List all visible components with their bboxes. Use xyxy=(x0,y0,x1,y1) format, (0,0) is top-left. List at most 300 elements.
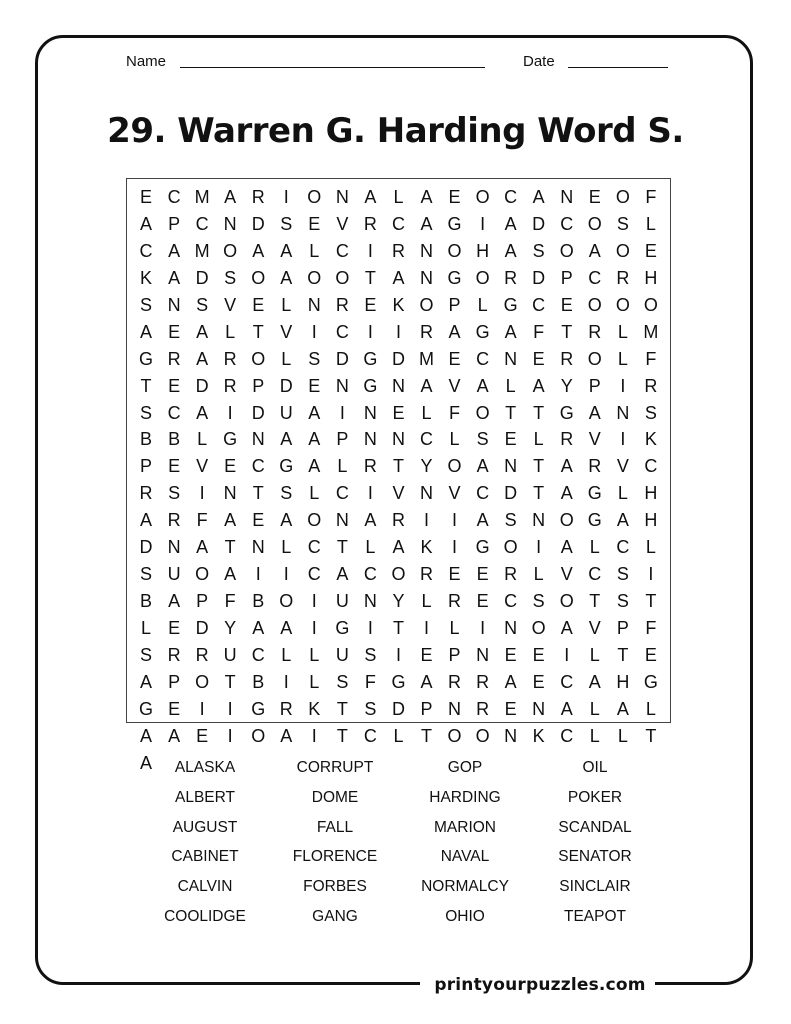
grid-letter[interactable]: A xyxy=(616,510,629,531)
grid-letter[interactable]: A xyxy=(504,671,517,692)
grid-letter[interactable]: I xyxy=(311,725,317,746)
grid-letter[interactable]: S xyxy=(532,591,545,612)
grid-letter[interactable]: O xyxy=(475,402,490,423)
grid-letter[interactable]: L xyxy=(533,564,544,585)
grid-letter[interactable]: I xyxy=(367,321,373,342)
grid-letter[interactable]: R xyxy=(504,267,518,288)
grid-letter[interactable]: O xyxy=(223,240,238,261)
grid-letter[interactable]: E xyxy=(168,456,181,477)
grid-letter[interactable]: G xyxy=(363,375,378,396)
grid-letter[interactable]: Y xyxy=(420,456,433,477)
grid-letter[interactable]: Y xyxy=(224,618,237,638)
grid-letter[interactable]: R xyxy=(167,644,181,665)
grid-letter[interactable]: K xyxy=(420,537,433,558)
grid-letter[interactable]: A xyxy=(140,321,153,342)
grid-letter[interactable]: A xyxy=(196,402,209,423)
grid-letter[interactable]: L xyxy=(365,537,376,558)
name-field-line[interactable] xyxy=(180,67,485,68)
grid-letter[interactable]: T xyxy=(224,671,236,692)
grid-letter[interactable]: A xyxy=(616,698,629,719)
grid-letter[interactable]: V xyxy=(448,375,461,396)
grid-letter[interactable]: A xyxy=(420,671,433,692)
grid-letter[interactable]: A xyxy=(392,267,405,288)
grid-letter[interactable]: T xyxy=(252,483,264,504)
grid-letter[interactable]: R xyxy=(223,348,237,369)
grid-letter[interactable]: N xyxy=(391,429,405,450)
grid-letter[interactable]: L xyxy=(309,240,320,261)
grid-letter[interactable]: A xyxy=(168,240,181,261)
grid-letter[interactable]: C xyxy=(504,187,518,207)
grid-letter[interactable]: R xyxy=(419,564,433,585)
grid-letter[interactable]: A xyxy=(308,429,321,450)
grid-letter[interactable]: E xyxy=(476,564,489,585)
grid-letter[interactable]: K xyxy=(644,429,657,450)
grid-letter[interactable]: T xyxy=(617,644,629,665)
grid-letter[interactable]: C xyxy=(335,240,349,261)
grid-letter[interactable]: A xyxy=(280,240,293,261)
grid-letter[interactable]: K xyxy=(308,698,321,719)
grid-letter[interactable]: O xyxy=(279,591,294,612)
grid-letter[interactable]: C xyxy=(167,402,181,423)
grid-letter[interactable]: R xyxy=(448,671,462,692)
grid-letter[interactable]: I xyxy=(564,644,570,665)
grid-letter[interactable]: C xyxy=(560,213,574,234)
grid-letter[interactable]: A xyxy=(280,510,293,531)
grid-letter[interactable]: O xyxy=(251,267,266,288)
grid-letter[interactable]: A xyxy=(392,537,405,558)
grid-letter[interactable]: R xyxy=(279,698,293,719)
grid-letter[interactable]: G xyxy=(391,671,406,692)
grid-letter[interactable]: O xyxy=(307,267,322,288)
grid-letter[interactable]: I xyxy=(452,537,458,558)
grid-letter[interactable]: E xyxy=(168,698,181,719)
grid-letter[interactable]: I xyxy=(311,591,317,612)
grid-letter[interactable]: A xyxy=(476,510,489,531)
grid-letter[interactable]: R xyxy=(419,321,433,342)
grid-letter[interactable]: O xyxy=(447,456,462,477)
grid-letter[interactable]: H xyxy=(644,267,658,288)
grid-letter[interactable]: A xyxy=(224,510,237,531)
grid-letter[interactable]: T xyxy=(533,402,545,423)
grid-letter[interactable]: E xyxy=(252,510,265,531)
grid-letter[interactable]: A xyxy=(504,213,517,234)
grid-letter[interactable]: N xyxy=(419,267,433,288)
grid-letter[interactable]: S xyxy=(280,213,293,234)
grid-letter[interactable]: A xyxy=(252,240,265,261)
grid-letter[interactable]: L xyxy=(281,644,292,665)
grid-letter[interactable]: V xyxy=(560,564,573,585)
grid-letter[interactable]: I xyxy=(395,644,401,665)
grid-letter[interactable]: L xyxy=(141,618,152,638)
grid-letter[interactable]: C xyxy=(616,537,630,558)
date-field-line[interactable] xyxy=(568,67,668,68)
grid-letter[interactable]: L xyxy=(393,725,404,746)
grid-letter[interactable]: P xyxy=(196,591,209,612)
grid-letter[interactable]: D xyxy=(391,698,405,719)
grid-letter[interactable]: A xyxy=(560,483,573,504)
grid-letter[interactable]: A xyxy=(448,321,461,342)
grid-letter[interactable]: E xyxy=(504,698,517,719)
grid-letter[interactable]: A xyxy=(280,618,293,638)
grid-letter[interactable]: I xyxy=(199,698,205,719)
grid-letter[interactable]: L xyxy=(281,537,292,558)
grid-letter[interactable]: B xyxy=(140,591,153,612)
grid-letter[interactable]: N xyxy=(448,698,462,719)
grid-letter[interactable]: P xyxy=(560,267,573,288)
grid-letter[interactable]: G xyxy=(503,294,518,315)
grid-letter[interactable]: E xyxy=(196,725,209,746)
grid-letter[interactable]: O xyxy=(195,671,210,692)
grid-letter[interactable]: R xyxy=(195,644,209,665)
grid-letter[interactable]: L xyxy=(225,321,236,342)
grid-letter[interactable]: D xyxy=(532,213,546,234)
grid-letter[interactable]: R xyxy=(251,187,265,207)
grid-letter[interactable]: U xyxy=(223,644,237,665)
grid-letter[interactable]: H xyxy=(476,240,490,261)
grid-letter[interactable]: U xyxy=(335,644,349,665)
grid-letter[interactable]: K xyxy=(140,267,153,288)
grid-letter[interactable]: S xyxy=(616,591,629,612)
grid-letter[interactable]: O xyxy=(475,267,490,288)
grid-letter[interactable]: B xyxy=(252,671,265,692)
grid-letter[interactable]: N xyxy=(251,429,265,450)
grid-letter[interactable]: C xyxy=(195,213,209,234)
grid-letter[interactable]: D xyxy=(195,618,209,638)
grid-letter[interactable]: L xyxy=(309,483,320,504)
grid-letter[interactable]: I xyxy=(227,698,233,719)
grid-letter[interactable]: T xyxy=(533,456,545,477)
grid-letter[interactable]: O xyxy=(335,267,350,288)
grid-letter[interactable]: L xyxy=(645,698,656,719)
grid-letter[interactable]: T xyxy=(336,698,348,719)
grid-letter[interactable]: U xyxy=(335,591,349,612)
grid-letter[interactable]: R xyxy=(391,510,405,531)
grid-letter[interactable]: P xyxy=(140,456,153,477)
grid-letter[interactable]: P xyxy=(588,375,601,396)
grid-letter[interactable]: C xyxy=(391,213,405,234)
grid-letter[interactable]: S xyxy=(336,671,349,692)
grid-letter[interactable]: E xyxy=(448,348,461,369)
grid-letter[interactable]: B xyxy=(140,429,153,450)
grid-letter[interactable]: O xyxy=(643,294,658,315)
grid-letter[interactable]: I xyxy=(452,510,458,531)
grid-letter[interactable]: A xyxy=(560,698,573,719)
grid-letter[interactable]: I xyxy=(311,321,317,342)
grid-letter[interactable]: O xyxy=(251,348,266,369)
grid-letter[interactable]: C xyxy=(307,564,321,585)
grid-letter[interactable]: S xyxy=(140,644,153,665)
grid-letter[interactable]: T xyxy=(505,402,517,423)
grid-letter[interactable]: A xyxy=(588,671,601,692)
grid-letter[interactable]: L xyxy=(589,644,600,665)
grid-letter[interactable]: O xyxy=(615,187,630,207)
grid-letter[interactable]: I xyxy=(480,618,486,638)
grid-letter[interactable]: G xyxy=(447,267,462,288)
grid-letter[interactable]: L xyxy=(589,698,600,719)
grid-letter[interactable]: P xyxy=(168,671,181,692)
grid-letter[interactable]: D xyxy=(195,267,209,288)
grid-letter[interactable]: D xyxy=(139,537,153,558)
grid-letter[interactable]: F xyxy=(645,348,657,369)
grid-letter[interactable]: I xyxy=(536,537,542,558)
grid-letter[interactable]: C xyxy=(532,294,546,315)
grid-letter[interactable]: N xyxy=(419,483,433,504)
grid-letter[interactable]: T xyxy=(364,267,376,288)
grid-letter[interactable]: L xyxy=(421,591,432,612)
grid-letter[interactable]: E xyxy=(532,644,545,665)
grid-letter[interactable]: I xyxy=(367,240,373,261)
grid-letter[interactable]: A xyxy=(308,402,321,423)
grid-letter[interactable]: N xyxy=(532,510,546,531)
grid-letter[interactable]: C xyxy=(307,537,321,558)
grid-letter[interactable]: E xyxy=(168,618,181,638)
grid-letter[interactable]: E xyxy=(392,402,405,423)
grid-letter[interactable]: A xyxy=(336,564,349,585)
grid-letter[interactable]: L xyxy=(645,213,656,234)
grid-letter[interactable]: N xyxy=(363,402,377,423)
grid-letter[interactable]: C xyxy=(419,429,433,450)
grid-letter[interactable]: E xyxy=(588,187,601,207)
grid-letter[interactable]: O xyxy=(559,240,574,261)
grid-letter[interactable]: R xyxy=(588,321,602,342)
grid-letter[interactable]: A xyxy=(560,537,573,558)
grid-letter[interactable]: L xyxy=(281,348,292,369)
grid-letter[interactable]: A xyxy=(532,375,545,396)
grid-letter[interactable]: A xyxy=(420,213,433,234)
grid-letter[interactable]: I xyxy=(255,564,261,585)
grid-letter[interactable]: L xyxy=(645,537,656,558)
grid-letter[interactable]: I xyxy=(395,321,401,342)
grid-letter[interactable]: I xyxy=(199,483,205,504)
grid-letter[interactable]: N xyxy=(363,591,377,612)
grid-letter[interactable]: N xyxy=(616,402,630,423)
grid-letter[interactable]: S xyxy=(616,213,629,234)
grid-letter[interactable]: R xyxy=(363,456,377,477)
grid-letter[interactable]: C xyxy=(251,456,265,477)
grid-letter[interactable]: E xyxy=(532,671,545,692)
grid-letter[interactable]: E xyxy=(364,294,377,315)
grid-letter[interactable]: F xyxy=(645,618,657,638)
grid-letter[interactable]: V xyxy=(280,321,293,342)
grid-letter[interactable]: C xyxy=(476,483,490,504)
grid-letter[interactable]: I xyxy=(227,402,233,423)
grid-letter[interactable]: C xyxy=(363,725,377,746)
grid-letter[interactable]: T xyxy=(140,375,152,396)
grid-letter[interactable]: G xyxy=(475,321,490,342)
grid-letter[interactable]: O xyxy=(391,564,406,585)
grid-letter[interactable]: C xyxy=(335,321,349,342)
grid-letter[interactable]: M xyxy=(194,187,210,207)
grid-letter[interactable]: N xyxy=(335,375,349,396)
grid-letter[interactable]: B xyxy=(252,591,265,612)
grid-letter[interactable]: S xyxy=(364,644,377,665)
grid-letter[interactable]: E xyxy=(448,187,461,207)
grid-letter[interactable]: I xyxy=(620,429,626,450)
grid-letter[interactable]: E xyxy=(420,644,433,665)
grid-letter[interactable]: O xyxy=(447,240,462,261)
grid-letter[interactable]: C xyxy=(560,725,574,746)
grid-letter[interactable]: O xyxy=(531,618,546,638)
grid-letter[interactable]: P xyxy=(336,429,349,450)
grid-letter[interactable]: I xyxy=(283,187,289,207)
grid-letter[interactable]: A xyxy=(224,187,237,207)
grid-letter[interactable]: N xyxy=(532,698,546,719)
grid-letter[interactable]: S xyxy=(308,348,321,369)
grid-letter[interactable]: O xyxy=(587,213,602,234)
grid-letter[interactable]: O xyxy=(559,510,574,531)
grid-letter[interactable]: I xyxy=(339,402,345,423)
grid-letter[interactable]: U xyxy=(279,402,293,423)
grid-letter[interactable]: P xyxy=(616,618,629,638)
grid-letter[interactable]: A xyxy=(560,618,573,638)
grid-letter[interactable]: R xyxy=(167,510,181,531)
grid-letter[interactable]: R xyxy=(560,429,574,450)
grid-letter[interactable]: A xyxy=(280,725,293,746)
grid-letter[interactable]: A xyxy=(364,510,377,531)
grid-letter[interactable]: L xyxy=(477,294,488,315)
grid-letter[interactable]: I xyxy=(367,483,373,504)
grid-letter[interactable]: E xyxy=(532,348,545,369)
grid-letter[interactable]: I xyxy=(367,618,373,638)
grid-letter[interactable]: V xyxy=(616,456,629,477)
grid-letter[interactable]: O xyxy=(307,187,322,207)
grid-letter[interactable]: N xyxy=(504,725,518,746)
grid-letter[interactable]: L xyxy=(197,429,208,450)
grid-letter[interactable]: I xyxy=(227,725,233,746)
grid-letter[interactable]: E xyxy=(644,644,657,665)
grid-letter[interactable]: T xyxy=(224,537,236,558)
grid-letter[interactable]: N xyxy=(335,187,349,207)
grid-letter[interactable]: L xyxy=(617,321,628,342)
grid-letter[interactable]: P xyxy=(168,213,181,234)
grid-letter[interactable]: A xyxy=(476,375,489,396)
grid-letter[interactable]: A xyxy=(560,456,573,477)
grid-letter[interactable]: G xyxy=(559,402,574,423)
grid-letter[interactable]: A xyxy=(476,456,489,477)
grid-letter[interactable]: A xyxy=(140,671,153,692)
grid-letter[interactable]: H xyxy=(644,483,658,504)
grid-letter[interactable]: G xyxy=(643,671,658,692)
grid-letter[interactable]: T xyxy=(392,618,404,638)
grid-letter[interactable]: E xyxy=(448,564,461,585)
grid-letter[interactable]: C xyxy=(251,644,265,665)
grid-letter[interactable]: G xyxy=(447,213,462,234)
grid-letter[interactable]: S xyxy=(140,294,153,315)
grid-letter[interactable]: G xyxy=(475,537,490,558)
grid-letter[interactable]: V xyxy=(588,618,601,638)
grid-letter[interactable]: N xyxy=(504,456,518,477)
grid-letter[interactable]: D xyxy=(391,348,405,369)
grid-letter[interactable]: N xyxy=(504,618,518,638)
grid-letter[interactable]: C xyxy=(335,483,349,504)
grid-letter[interactable]: U xyxy=(167,564,181,585)
grid-letter[interactable]: R xyxy=(167,348,181,369)
grid-letter[interactable]: A xyxy=(196,321,209,342)
grid-letter[interactable]: O xyxy=(475,725,490,746)
grid-letter[interactable]: A xyxy=(504,240,517,261)
grid-letter[interactable]: T xyxy=(561,321,573,342)
grid-letter[interactable]: L xyxy=(505,375,516,396)
grid-letter[interactable]: L xyxy=(309,671,320,692)
grid-letter[interactable]: A xyxy=(140,752,153,773)
grid-letter[interactable]: N xyxy=(167,294,181,315)
grid-letter[interactable]: L xyxy=(617,483,628,504)
grid-letter[interactable]: N xyxy=(560,187,574,207)
grid-letter[interactable]: A xyxy=(196,348,209,369)
grid-letter[interactable]: P xyxy=(420,698,433,719)
grid-letter[interactable]: R xyxy=(476,671,490,692)
grid-letter[interactable]: O xyxy=(503,537,518,558)
grid-letter[interactable]: T xyxy=(645,591,657,612)
grid-letter[interactable]: N xyxy=(363,429,377,450)
grid-letter[interactable]: E xyxy=(504,644,517,665)
grid-letter[interactable]: L xyxy=(449,618,460,638)
grid-letter[interactable]: R xyxy=(560,348,574,369)
grid-letter[interactable]: N xyxy=(167,537,181,558)
grid-letter[interactable]: R xyxy=(335,294,349,315)
grid-letter[interactable]: A xyxy=(364,187,377,207)
grid-letter[interactable]: F xyxy=(645,187,657,207)
grid-letter[interactable]: S xyxy=(140,402,153,423)
grid-letter[interactable]: N xyxy=(419,240,433,261)
grid-letter[interactable]: F xyxy=(449,402,461,423)
grid-letter[interactable]: M xyxy=(418,348,434,369)
grid-letter[interactable]: A xyxy=(196,537,209,558)
grid-letter[interactable]: R xyxy=(223,375,237,396)
grid-letter[interactable]: R xyxy=(139,483,153,504)
grid-letter[interactable]: L xyxy=(309,644,320,665)
grid-letter[interactable]: C xyxy=(588,564,602,585)
grid-letter[interactable]: M xyxy=(643,321,659,342)
grid-letter[interactable]: D xyxy=(195,375,209,396)
grid-letter[interactable]: V xyxy=(392,483,405,504)
grid-letter[interactable]: E xyxy=(224,456,237,477)
grid-letter[interactable]: C xyxy=(588,267,602,288)
grid-letter[interactable]: T xyxy=(589,591,601,612)
grid-letter[interactable]: C xyxy=(560,671,574,692)
grid-letter[interactable]: P xyxy=(448,294,461,315)
grid-letter[interactable]: L xyxy=(589,725,600,746)
grid-letter[interactable]: E xyxy=(476,591,489,612)
grid-letter[interactable]: V xyxy=(448,483,461,504)
grid-letter[interactable]: S xyxy=(616,564,629,585)
grid-letter[interactable]: G xyxy=(279,456,294,477)
grid-letter[interactable]: A xyxy=(280,267,293,288)
grid-letter[interactable]: L xyxy=(533,429,544,450)
grid-letter[interactable]: G xyxy=(251,698,266,719)
grid-letter[interactable]: N xyxy=(335,510,349,531)
grid-letter[interactable]: S xyxy=(168,483,181,504)
grid-letter[interactable]: T xyxy=(420,725,432,746)
grid-letter[interactable]: N xyxy=(476,644,490,665)
grid-letter[interactable]: L xyxy=(421,402,432,423)
grid-letter[interactable]: G xyxy=(587,483,602,504)
grid-letter[interactable]: R xyxy=(644,375,658,396)
grid-letter[interactable]: H xyxy=(644,510,658,531)
grid-letter[interactable]: I xyxy=(283,564,289,585)
grid-letter[interactable]: G xyxy=(587,510,602,531)
grid-letter[interactable]: N xyxy=(251,537,265,558)
grid-letter[interactable]: E xyxy=(308,375,321,396)
grid-letter[interactable]: F xyxy=(196,510,208,531)
grid-letter[interactable]: T xyxy=(252,321,264,342)
grid-letter[interactable]: B xyxy=(168,429,181,450)
grid-letter[interactable]: P xyxy=(448,644,461,665)
grid-letter[interactable]: R xyxy=(588,456,602,477)
grid-letter[interactable]: V xyxy=(224,294,237,315)
grid-letter[interactable]: O xyxy=(447,725,462,746)
grid-letter[interactable]: S xyxy=(140,564,153,585)
